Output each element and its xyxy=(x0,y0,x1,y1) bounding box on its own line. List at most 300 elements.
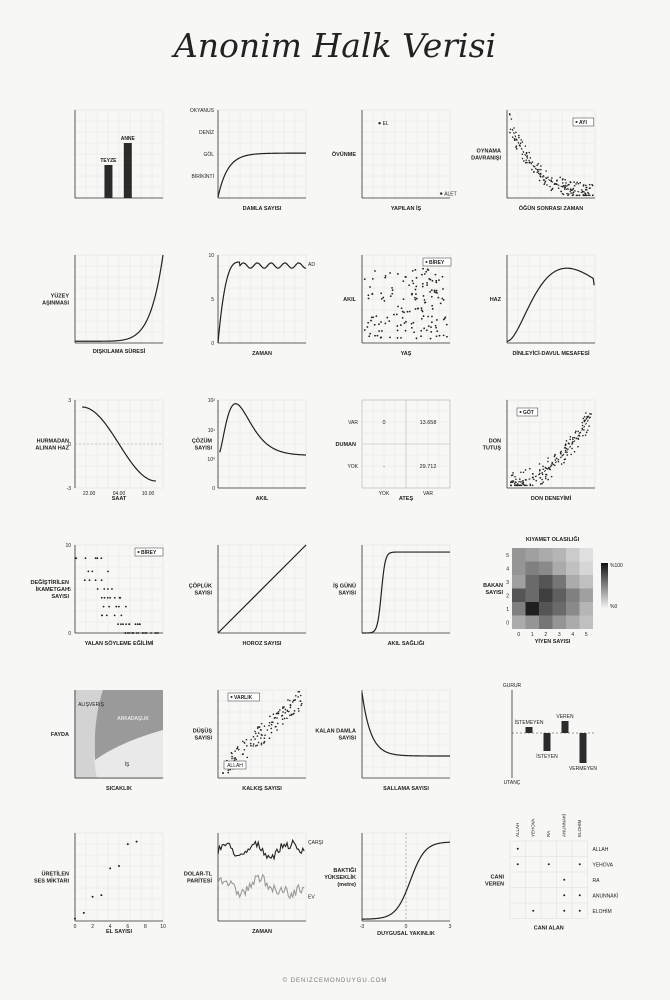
data-point xyxy=(574,451,576,453)
data-point xyxy=(271,732,273,734)
y-axis-label: SES MİKTARI xyxy=(33,878,69,885)
data-point xyxy=(432,308,434,310)
data-point xyxy=(227,772,229,774)
data-point xyxy=(427,269,429,271)
y-axis-label: ALINAN HAZ xyxy=(35,445,69,452)
data-point xyxy=(572,195,574,197)
data-point xyxy=(290,707,292,709)
data-point xyxy=(509,114,511,116)
data-point xyxy=(575,183,577,185)
table-cell: - xyxy=(383,464,385,470)
data-point xyxy=(231,753,233,755)
data-point xyxy=(523,160,525,162)
data-point xyxy=(253,743,255,745)
data-point xyxy=(423,295,425,297)
data-point xyxy=(393,314,395,316)
data-point xyxy=(532,473,534,475)
column-label: VAR xyxy=(423,491,433,497)
data-point xyxy=(378,323,380,325)
data-point xyxy=(120,623,122,625)
data-point xyxy=(115,606,117,608)
data-point xyxy=(578,183,580,185)
y-axis-label: AKIL xyxy=(343,297,356,303)
data-point xyxy=(547,461,549,463)
data-point xyxy=(563,879,565,881)
data-point xyxy=(415,293,417,295)
data-point xyxy=(551,464,553,466)
data-point xyxy=(545,181,547,183)
data-point xyxy=(85,557,87,559)
data-point xyxy=(572,192,574,194)
chart-c15 xyxy=(333,545,450,647)
heatmap-cell xyxy=(580,589,594,603)
data-point xyxy=(542,481,544,483)
x-tick-label: 3 xyxy=(557,632,561,638)
data-point xyxy=(409,311,411,313)
data-point xyxy=(382,297,384,299)
region-label: ALIŞVERİŞ xyxy=(78,702,104,708)
data-point xyxy=(289,700,291,702)
data-point xyxy=(564,458,566,460)
x-tick-label: -3 xyxy=(359,924,365,930)
data-point xyxy=(551,476,553,478)
data-point xyxy=(544,182,546,184)
data-point xyxy=(566,185,568,187)
heatmap-cell xyxy=(512,616,526,630)
data-point xyxy=(589,195,591,197)
data-point xyxy=(272,721,274,723)
data-point xyxy=(390,295,392,297)
data-point xyxy=(426,329,428,331)
data-point xyxy=(520,471,522,473)
data-point xyxy=(430,326,432,328)
y-axis-label: ÇÖZÜM xyxy=(191,438,212,445)
data-point xyxy=(424,273,426,275)
chart-c3 xyxy=(332,110,457,212)
data-point xyxy=(421,307,423,309)
data-point xyxy=(509,132,511,134)
chart-c19 xyxy=(315,690,450,792)
data-point xyxy=(577,430,579,432)
data-point xyxy=(425,271,427,273)
data-point xyxy=(543,184,545,186)
data-point xyxy=(416,337,418,339)
data-point xyxy=(428,278,430,280)
data-point xyxy=(412,322,414,324)
heatmap-cell xyxy=(553,548,567,562)
data-point xyxy=(561,463,563,465)
series-label: EV xyxy=(308,894,315,901)
data-point xyxy=(374,324,376,326)
data-point xyxy=(95,579,97,581)
y-tick-label: 0 xyxy=(68,631,71,637)
data-point xyxy=(381,330,383,332)
data-point xyxy=(431,305,433,307)
data-point xyxy=(541,479,543,481)
data-point xyxy=(545,476,547,478)
data-point xyxy=(411,294,413,296)
data-point xyxy=(246,745,248,747)
data-point xyxy=(590,413,592,415)
data-point xyxy=(234,750,236,752)
y-axis-label: SAYISI xyxy=(485,590,503,596)
x-axis-label: DİNLEYİCİ-DAVUL MESAFESİ xyxy=(512,351,590,357)
data-point xyxy=(574,437,576,439)
data-point xyxy=(564,447,566,449)
data-point xyxy=(435,282,437,284)
table-cell: 29.712 xyxy=(419,464,437,470)
data-point xyxy=(367,294,369,296)
data-point xyxy=(100,894,102,896)
data-point xyxy=(568,184,570,186)
region-label: İŞ xyxy=(124,762,130,768)
heatmap-cell xyxy=(566,616,580,630)
series-line xyxy=(220,404,306,455)
data-point xyxy=(298,708,300,710)
data-point xyxy=(402,280,404,282)
heatmap-cell xyxy=(553,602,567,616)
y-axis-label: DON xyxy=(488,438,501,445)
data-point xyxy=(270,728,272,730)
data-point xyxy=(570,192,572,194)
y-axis-label: ÖVÜNME xyxy=(331,152,356,158)
row-label: YEHOVA xyxy=(592,862,613,869)
data-point xyxy=(566,440,568,442)
y-axis-label: YÜKSEKLİK xyxy=(324,875,356,881)
data-point xyxy=(531,169,533,171)
data-point xyxy=(511,475,513,477)
chart-c17 xyxy=(51,690,163,792)
data-point xyxy=(530,157,532,159)
data-point xyxy=(412,282,414,284)
heatmap-cell xyxy=(526,575,540,589)
data-point xyxy=(107,597,109,599)
x-axis-label: SAAT xyxy=(111,496,127,502)
data-point xyxy=(256,745,258,747)
data-point xyxy=(253,736,255,738)
y-axis-label: HAZ xyxy=(489,297,501,303)
data-point xyxy=(381,298,383,300)
x-tick-label: 4 xyxy=(108,924,112,930)
data-point xyxy=(429,291,431,293)
data-point xyxy=(517,863,519,865)
data-point xyxy=(421,274,423,276)
row-label: VAR xyxy=(348,420,358,426)
chart-c16 xyxy=(483,535,623,645)
data-point xyxy=(518,485,520,487)
chart-title: KIYAMET OLASILIĞI xyxy=(525,537,580,543)
chart-c20 xyxy=(503,683,598,786)
column-label: YOK xyxy=(378,491,390,497)
data-point xyxy=(135,623,137,625)
data-point xyxy=(514,483,516,485)
data-point xyxy=(370,320,372,322)
data-point xyxy=(585,187,587,189)
data-point xyxy=(511,118,513,120)
y-axis-label: İŞ GÜNÜ xyxy=(333,583,356,590)
data-point xyxy=(585,412,587,414)
data-point xyxy=(290,704,292,706)
data-point xyxy=(416,298,418,300)
legend-marker xyxy=(426,261,428,263)
chart-c23 xyxy=(324,833,451,937)
data-point xyxy=(414,269,416,271)
data-point xyxy=(369,333,371,335)
x-axis-label: ATEŞ xyxy=(398,496,414,502)
y-tick-label: 0 xyxy=(211,341,214,347)
heatmap-cell xyxy=(526,548,540,562)
data-point xyxy=(591,184,593,186)
data-point xyxy=(538,173,540,175)
data-point xyxy=(566,454,568,456)
data-point xyxy=(431,289,433,291)
data-point xyxy=(264,737,266,739)
data-point xyxy=(298,710,300,712)
y-tick-label: 0 xyxy=(506,620,509,627)
data-point xyxy=(277,712,279,714)
legend-label: BİREY xyxy=(429,260,445,266)
data-point xyxy=(421,318,423,320)
data-point xyxy=(397,306,399,308)
data-point xyxy=(540,169,542,171)
data-point xyxy=(439,335,441,337)
data-point xyxy=(529,468,531,470)
data-point xyxy=(533,171,535,173)
data-point xyxy=(118,865,120,867)
data-point xyxy=(368,298,370,300)
column-label: ANUNNAKİ xyxy=(561,813,567,837)
x-tick-label: 10.00 xyxy=(141,491,155,497)
data-point xyxy=(436,335,438,337)
annotation-label: ALLAH xyxy=(227,763,243,769)
x-tick-label: 04.00 xyxy=(112,491,126,497)
data-point xyxy=(287,699,289,701)
data-point xyxy=(525,159,527,161)
data-point xyxy=(100,557,102,559)
data-point xyxy=(385,275,387,277)
data-point xyxy=(397,273,399,275)
data-point xyxy=(435,291,437,293)
x-axis-label: ÖĞÜN SONRASI ZAMAN xyxy=(518,206,584,212)
data-point xyxy=(124,632,126,634)
data-point xyxy=(525,145,527,147)
x-axis-label: ZAMAN xyxy=(252,351,272,357)
data-point xyxy=(397,330,399,332)
heatmap-cell xyxy=(539,562,553,576)
data-point xyxy=(420,335,422,337)
data-point xyxy=(364,329,366,331)
data-point xyxy=(412,270,414,272)
heatmap-cell xyxy=(526,562,540,576)
table-cell: 0 xyxy=(382,420,386,426)
x-axis-label: ZAMAN xyxy=(252,929,272,935)
x-axis-label: CANI ALAN xyxy=(533,925,564,932)
data-point xyxy=(391,287,393,289)
data-point xyxy=(244,749,246,751)
data-point xyxy=(84,579,86,581)
row-label: ALLAH xyxy=(592,846,609,853)
heatmap-cell xyxy=(580,575,594,589)
data-point xyxy=(371,293,373,295)
data-point xyxy=(579,863,581,865)
data-point xyxy=(284,712,286,714)
data-point xyxy=(261,723,263,725)
data-point xyxy=(563,894,565,896)
data-point xyxy=(574,185,576,187)
x-tick-label: 8 xyxy=(144,924,147,930)
data-point xyxy=(372,278,374,280)
data-point xyxy=(573,181,575,183)
data-point xyxy=(551,188,553,190)
data-point xyxy=(583,194,585,196)
data-point xyxy=(289,715,291,717)
data-point xyxy=(136,632,138,634)
data-point xyxy=(283,706,285,708)
data-point xyxy=(75,557,77,559)
chart-c5 xyxy=(42,255,163,355)
chart-c22 xyxy=(184,833,323,935)
data-point xyxy=(143,632,145,634)
legend-label: AYI xyxy=(579,120,587,126)
legend-label: VARLIK xyxy=(234,695,253,701)
series-line xyxy=(218,875,304,898)
data-point xyxy=(586,195,588,197)
y-tick-label: 0 xyxy=(212,486,215,492)
data-point xyxy=(583,429,585,431)
y-tick-label: 4 xyxy=(506,566,509,573)
y-axis-label: SAYISI xyxy=(338,590,356,597)
data-point xyxy=(250,739,252,741)
data-point xyxy=(405,321,407,323)
chart-c12 xyxy=(483,400,595,502)
data-point xyxy=(402,317,404,319)
data-point xyxy=(273,713,275,715)
data-point xyxy=(532,161,534,163)
data-point xyxy=(430,338,432,340)
data-point xyxy=(551,463,553,465)
data-point xyxy=(577,195,579,197)
data-point xyxy=(238,749,240,751)
x-axis-label: DUYGUSAL YAKINLIK xyxy=(377,931,435,937)
heatmap-cell xyxy=(566,602,580,616)
data-point xyxy=(125,606,127,608)
x-axis-label: SALLAMA SAYISI xyxy=(383,786,429,792)
data-point xyxy=(366,326,368,328)
y-axis-label: YÜZEY xyxy=(50,293,69,300)
data-point xyxy=(267,729,269,731)
y-axis-label: ÜRETİLEN xyxy=(41,871,69,878)
data-point xyxy=(547,479,549,481)
data-point xyxy=(237,746,239,748)
data-point xyxy=(536,164,538,166)
data-point xyxy=(537,163,539,165)
data-point xyxy=(430,331,432,333)
data-point xyxy=(255,745,257,747)
data-point xyxy=(516,148,518,150)
data-point xyxy=(515,132,517,134)
y-tick-label: 0 xyxy=(68,442,71,448)
data-point xyxy=(297,696,299,698)
chart-c11 xyxy=(336,400,450,502)
data-point xyxy=(231,758,233,760)
data-point xyxy=(426,284,428,286)
data-point xyxy=(422,283,424,285)
data-point xyxy=(564,188,566,190)
x-axis-label: YİYEN SAYISI xyxy=(534,639,571,645)
data-point xyxy=(101,615,103,617)
y-tick-label: -3 xyxy=(66,486,71,492)
y-top-label: GURUR xyxy=(502,683,522,689)
data-point xyxy=(83,912,85,914)
heatmap-cell xyxy=(566,548,580,562)
data-point xyxy=(426,282,428,284)
data-point xyxy=(244,742,246,744)
data-point xyxy=(520,139,522,141)
data-point xyxy=(510,482,512,484)
data-point xyxy=(108,606,110,608)
data-point xyxy=(388,320,390,322)
data-point xyxy=(510,129,512,131)
data-point xyxy=(396,325,398,327)
data-point xyxy=(539,477,541,479)
chart-c8 xyxy=(490,255,595,357)
data-point xyxy=(587,195,589,197)
chart-c4 xyxy=(471,110,595,212)
data-point xyxy=(441,298,443,300)
data-point xyxy=(524,485,526,487)
data-point xyxy=(301,703,303,705)
data-point xyxy=(423,315,425,317)
table-cell: 13.658 xyxy=(419,420,437,426)
data-point xyxy=(235,759,237,761)
heatmap-cell xyxy=(539,589,553,603)
data-point xyxy=(548,863,550,865)
data-point xyxy=(569,439,571,441)
data-point xyxy=(269,737,271,739)
data-point xyxy=(556,179,558,181)
data-point xyxy=(412,280,414,282)
x-axis-label: YAPILAN İŞ xyxy=(390,206,422,212)
series-label: AD xyxy=(308,261,315,268)
heatmap-cell xyxy=(553,616,567,630)
data-point xyxy=(254,738,256,740)
data-point xyxy=(114,615,116,617)
y-axis-label: OYNAMA xyxy=(476,148,501,155)
x-axis-label: HOROZ SAYISI xyxy=(242,641,282,647)
data-point xyxy=(374,270,376,272)
data-point xyxy=(560,191,562,193)
bar-label: İSTEMEYEN xyxy=(514,720,544,726)
x-tick-label: 0 xyxy=(404,924,408,930)
data-point xyxy=(415,308,417,310)
data-point xyxy=(542,473,544,475)
data-point xyxy=(264,734,266,736)
data-point xyxy=(582,191,584,193)
column-label: ALLAH xyxy=(514,822,520,837)
data-point xyxy=(575,430,577,432)
data-point xyxy=(564,179,566,181)
x-axis-label: EL SAYISI xyxy=(106,929,132,935)
data-point xyxy=(427,316,429,318)
x-axis-label: KALKIŞ SAYISI xyxy=(242,786,282,792)
data-point xyxy=(435,327,437,329)
data-point xyxy=(435,280,437,282)
data-point xyxy=(572,437,574,439)
data-point xyxy=(96,557,98,559)
data-point xyxy=(297,691,299,693)
data-point xyxy=(538,169,540,171)
data-point xyxy=(282,723,284,725)
